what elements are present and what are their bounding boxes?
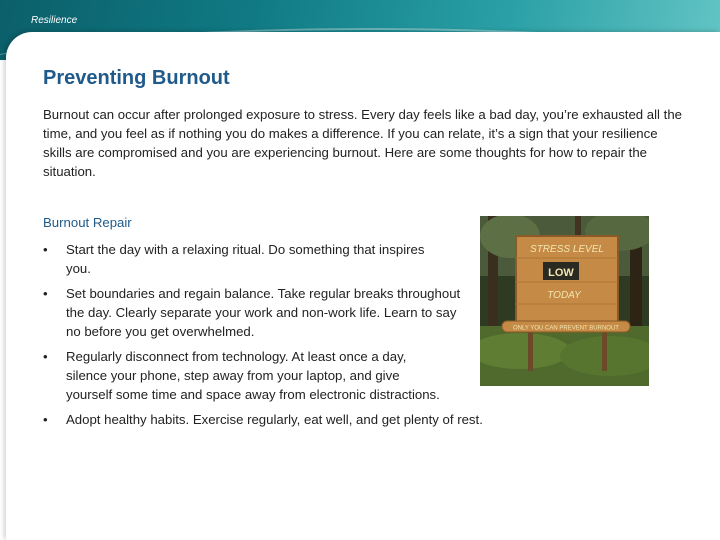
bullet-dot: • bbox=[43, 349, 48, 364]
sign-footer: ONLY YOU CAN PREVENT BURNOUT bbox=[513, 325, 619, 332]
bullet-dot: • bbox=[43, 286, 48, 301]
bullet-dot: • bbox=[43, 412, 48, 427]
intro-paragraph: Burnout can occur after prolonged exposure to stress. Every day feels like a bad day, you’re exhausted all the time, and you feel as if nothing you do makes a difference. If you can relate, it’s a sign that your resilience skills are compromised and you are experiencing burnout. Here are some thoughts for how to repair the situation. bbox=[43, 107, 682, 179]
bullet-item bbox=[43, 347, 446, 404]
sign-line-3: TODAY bbox=[547, 290, 581, 301]
bullet-text: Adopt healthy habits. Exercise regularly, eat well, and get plenty of rest. bbox=[66, 412, 483, 427]
sign-line-2: LOW bbox=[548, 267, 574, 279]
bullet-dot: • bbox=[43, 242, 48, 257]
bullet-item bbox=[43, 284, 466, 341]
bullet-item bbox=[43, 410, 546, 429]
burnout-sign-photo bbox=[480, 216, 649, 386]
deck-title: Resilience bbox=[31, 15, 78, 26]
bullet-text: Set boundaries and regain balance. Take regular breaks throughout the day. Clearly separate your work and non-work life. Learn to say no before you get overwhelmed. bbox=[66, 286, 461, 339]
sign-photo-graphic bbox=[480, 216, 649, 386]
bullet-text: Regularly disconnect from technology. At least once a day, silence your phone, step away from your laptop, and give yourself some time and space away from electronic distractions. bbox=[66, 349, 440, 402]
bullet-item bbox=[43, 240, 446, 278]
section-heading: Burnout Repair bbox=[43, 215, 132, 230]
sign-line-1: STRESS LEVEL bbox=[530, 244, 604, 255]
page-title: Preventing Burnout bbox=[43, 67, 230, 89]
bullet-list bbox=[43, 240, 543, 435]
bullet-text: Start the day with a relaxing ritual. Do something that inspires you. bbox=[66, 242, 425, 276]
